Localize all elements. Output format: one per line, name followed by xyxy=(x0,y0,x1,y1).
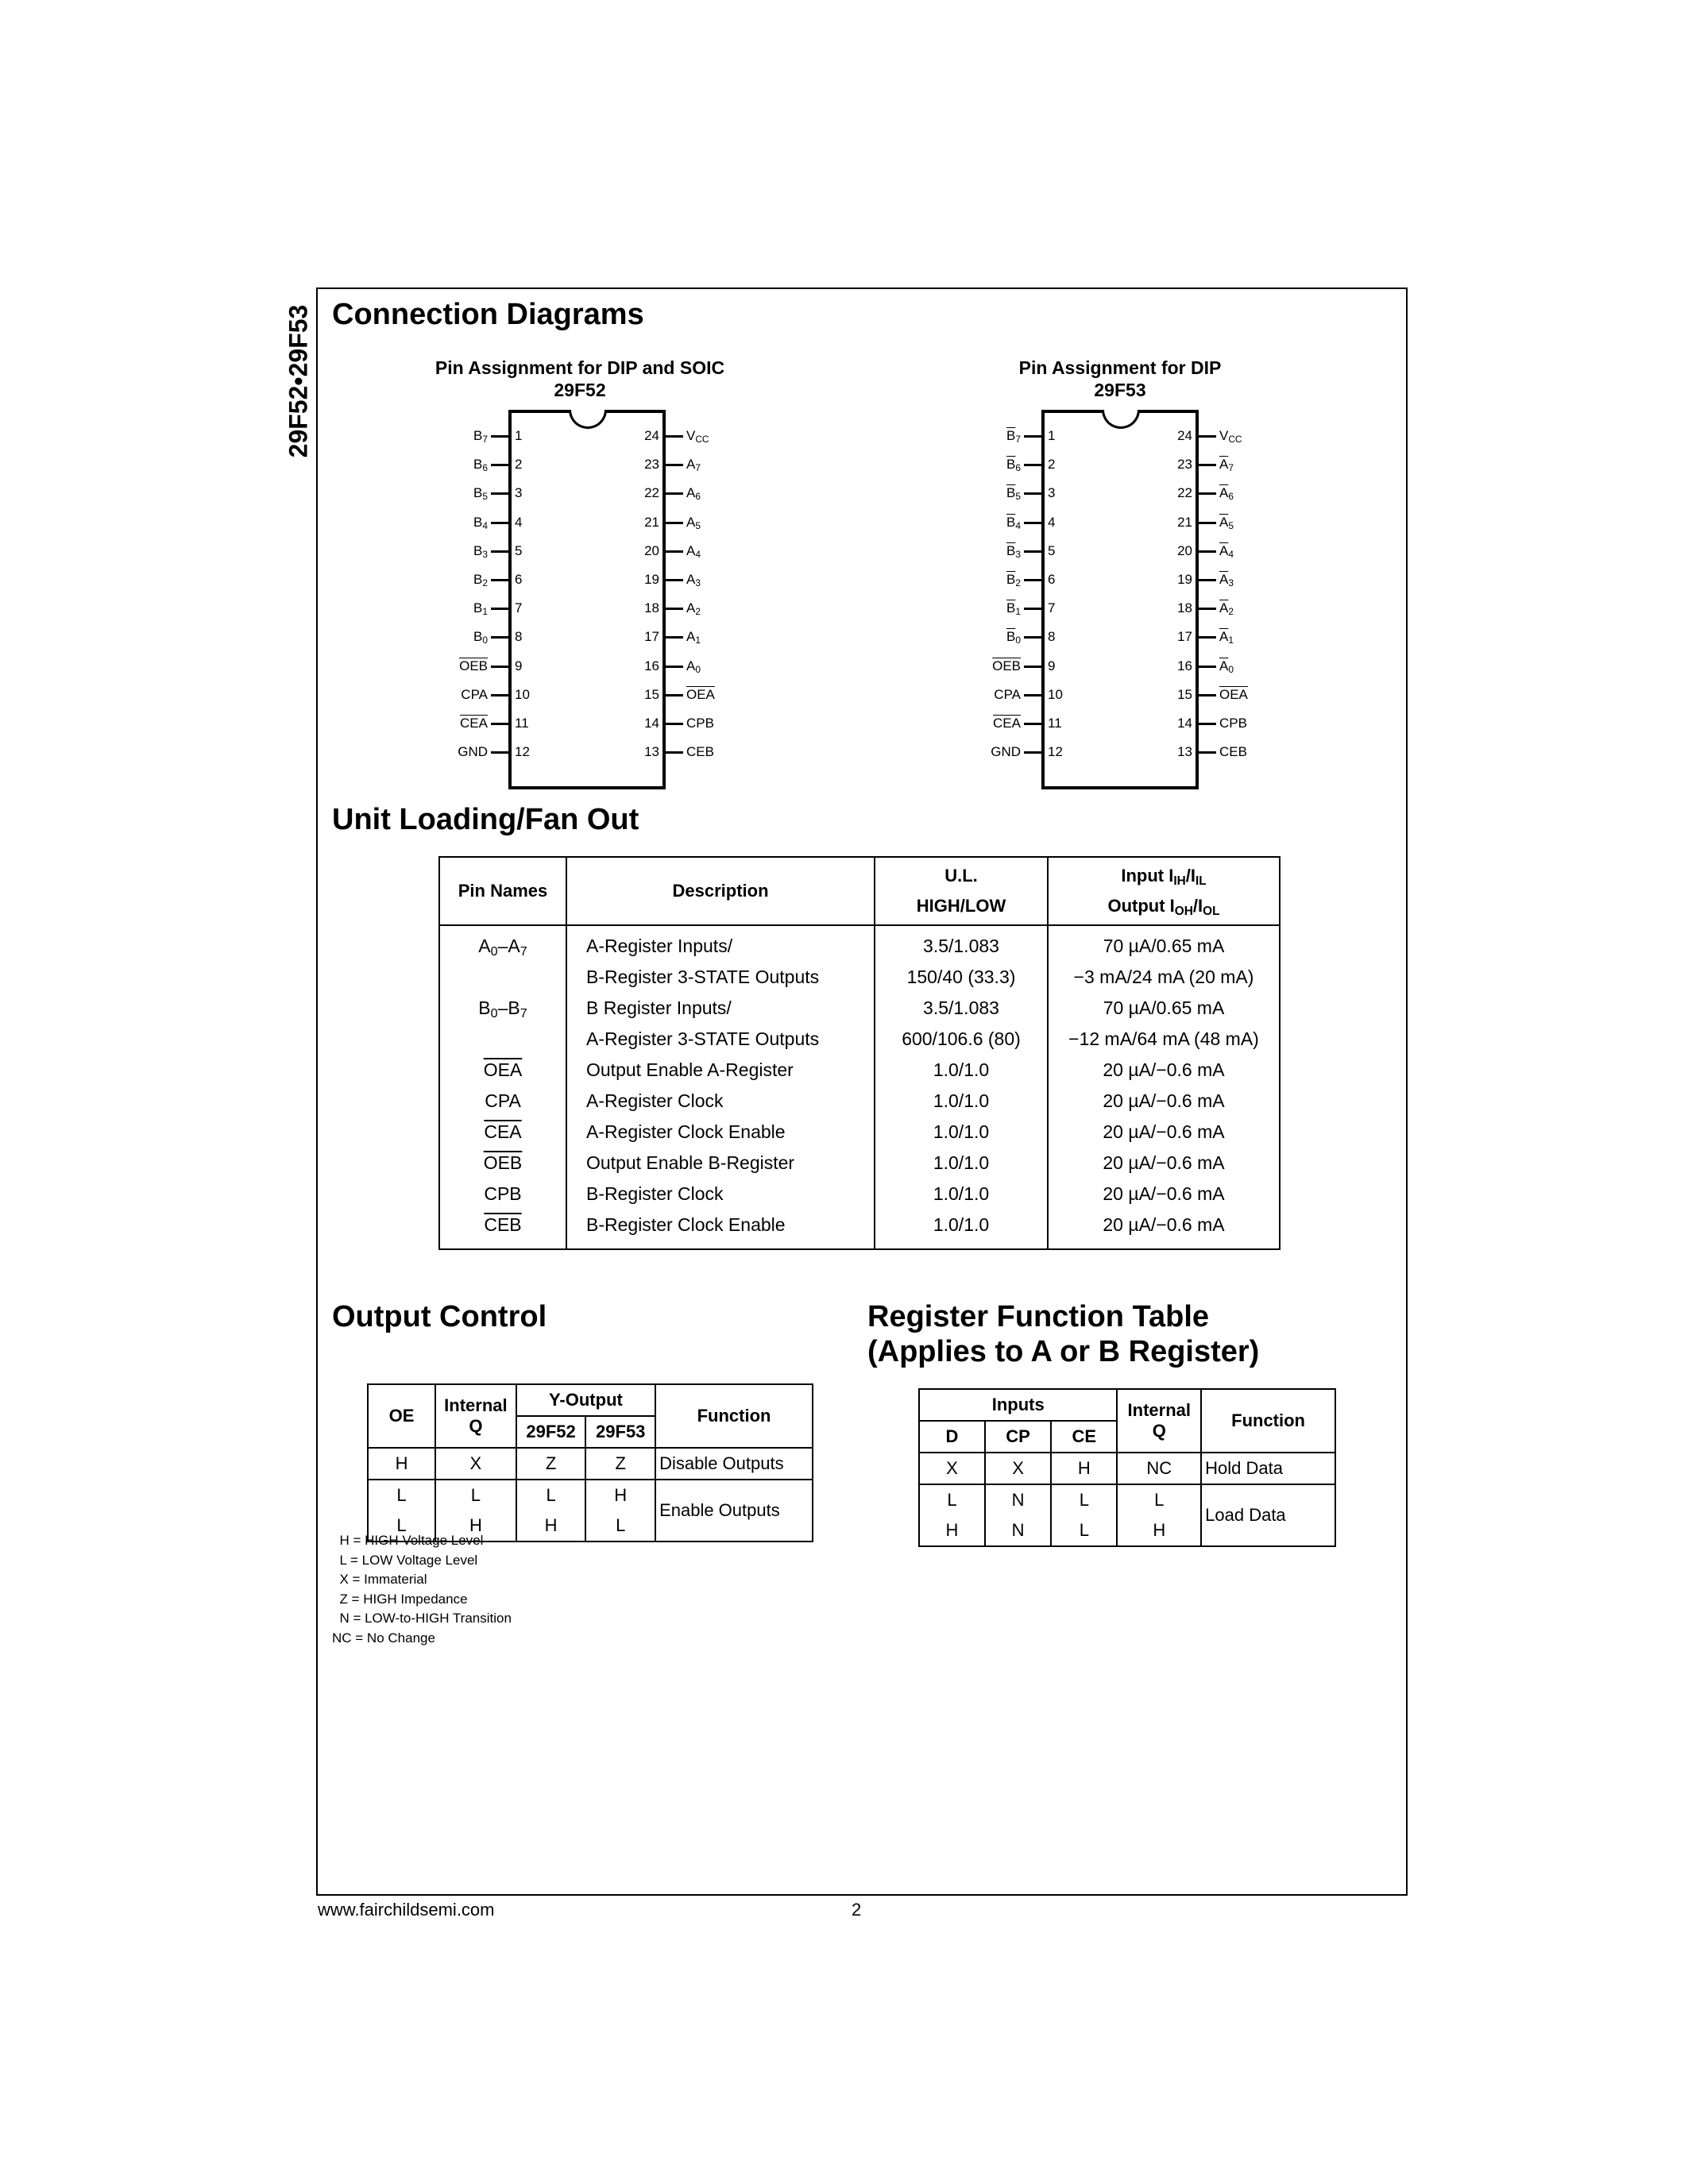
table-row xyxy=(439,1024,1280,1055)
pin-label: $\overline{B}_7$ xyxy=(1006,428,1021,445)
pin-number: 14 xyxy=(644,716,659,731)
pin-label: $B_4$ xyxy=(473,514,488,531)
pin-lead xyxy=(491,694,508,696)
pin-number: 17 xyxy=(1177,629,1192,645)
pin-number: 23 xyxy=(644,457,659,473)
pin-number: 14 xyxy=(1177,716,1192,731)
pin-lead xyxy=(1024,435,1041,438)
cell-y53: H xyxy=(585,1480,655,1511)
cell-function: Enable Outputs xyxy=(655,1480,813,1542)
cell-ul: 1.0/1.0 xyxy=(875,1055,1048,1086)
pin-number: 21 xyxy=(644,514,659,530)
pin-label: $B_6$ xyxy=(473,457,488,474)
pin-number: 15 xyxy=(1177,686,1192,702)
pin-label: $\overline{A}_3$ xyxy=(1219,572,1234,588)
cell-cp: N xyxy=(985,1484,1051,1515)
cell-description: A-Register Clock xyxy=(566,1086,875,1117)
col-29f52: 29F52 xyxy=(516,1416,586,1448)
pin-lead xyxy=(1024,751,1041,754)
pin-lead xyxy=(1024,723,1041,725)
pin-label: GND xyxy=(458,744,488,760)
cell-input-output: −12 mA/64 mA (48 mA) xyxy=(1068,1028,1259,1049)
pin-label: $A_2$ xyxy=(686,600,701,618)
pin-number: 5 xyxy=(1048,542,1056,558)
pin-lead xyxy=(1199,608,1216,610)
side-part-title: 29F52•29F53 xyxy=(284,304,313,458)
cell-pin-name xyxy=(439,962,566,993)
cell-pin-name: $A_0-A_7$ xyxy=(439,925,566,962)
table-row xyxy=(439,1179,1280,1210)
pin-label: $\overline{B}_2$ xyxy=(1006,572,1021,588)
pin-number: 18 xyxy=(644,600,659,616)
pin-lead xyxy=(1199,636,1216,639)
diagram-29f53-caption: Pin Assignment for DIP 29F53 xyxy=(1018,357,1222,400)
legend-item: X = Immaterial xyxy=(332,1572,427,1587)
pin-label: $A_3$ xyxy=(686,572,701,588)
cell-ul: 1.0/1.0 xyxy=(875,1210,1048,1249)
pin-label: CPB xyxy=(1219,716,1247,731)
pin-label: CPA xyxy=(994,686,1021,702)
pin-number: 2 xyxy=(515,457,523,473)
cell-input-output: 70 µA/0.65 mA xyxy=(1103,997,1225,1018)
cell-input-output: 20 µA/−0.6 mA xyxy=(1103,1059,1225,1080)
pin-number: 13 xyxy=(1177,744,1192,760)
cell-oe: L xyxy=(368,1480,435,1511)
col-function: Function xyxy=(655,1384,813,1448)
pin-lead xyxy=(1024,550,1041,553)
pin-lead xyxy=(666,550,683,553)
pin-number: 18 xyxy=(1177,600,1192,616)
pin-label: $\overline{B}_6$ xyxy=(1006,457,1021,474)
pin-number: 16 xyxy=(1177,658,1192,673)
pin-number: 12 xyxy=(1048,744,1063,760)
cell-pin-name xyxy=(439,1024,566,1055)
col-y-output: Y-Output xyxy=(516,1384,655,1416)
pin-lead xyxy=(491,723,508,725)
cell-input-output: 20 µA/−0.6 mA xyxy=(1103,1183,1225,1204)
pin-label: $A_1$ xyxy=(686,629,701,646)
pin-label: $B_7$ xyxy=(473,428,488,445)
pin-lead xyxy=(1024,694,1041,696)
pin-lead xyxy=(1199,522,1216,524)
chip-notch xyxy=(1102,410,1140,429)
cell-cp: N xyxy=(985,1515,1051,1546)
pin-label: $A_4$ xyxy=(686,542,701,560)
heading-connection-diagrams: Connection Diagrams xyxy=(332,298,644,331)
cell-function: Hold Data xyxy=(1201,1453,1335,1484)
pin-lead xyxy=(1024,666,1041,668)
register-function-table xyxy=(918,1388,1336,1547)
cell-pin-name: CPB xyxy=(439,1179,566,1210)
output-control-table xyxy=(367,1383,813,1542)
cell-ce: H xyxy=(1051,1453,1117,1484)
pin-lead xyxy=(666,666,683,668)
pin-number: 1 xyxy=(515,428,523,443)
table-row xyxy=(368,1448,813,1480)
cell-pin-name: CPA xyxy=(439,1086,566,1117)
pin-lead xyxy=(1199,464,1216,466)
table-row xyxy=(439,993,1280,1024)
pin-lead xyxy=(1199,435,1216,438)
heading-register-function: Register Function Table (Applies to A or B Register) xyxy=(867,1300,1260,1368)
pin-lead xyxy=(491,636,508,639)
col-internal-q: Internal Q xyxy=(435,1384,516,1448)
pin-lead xyxy=(666,723,683,725)
pin-number: 3 xyxy=(1048,485,1056,501)
pin-number: 9 xyxy=(1048,658,1056,673)
pin-number: 1 xyxy=(1048,428,1056,443)
pin-label: $\overline{A}_0$ xyxy=(1219,658,1234,675)
cell-description: B-Register 3-STATE Outputs xyxy=(566,962,875,993)
pin-number: 6 xyxy=(515,572,523,587)
pin-number: 22 xyxy=(644,485,659,501)
pin-lead xyxy=(1024,522,1041,524)
pin-label: CEB xyxy=(686,744,714,760)
pin-label: $\overline{OEB}$ xyxy=(459,658,488,673)
cell-ul: 3.5/1.083 xyxy=(875,925,1048,962)
heading-unit-loading: Unit Loading/Fan Out xyxy=(332,803,639,836)
cell-d: H xyxy=(919,1515,985,1546)
table-row xyxy=(439,1055,1280,1086)
pin-number: 5 xyxy=(515,542,523,558)
col-pin-names: Pin Names xyxy=(439,857,566,925)
pin-label: CPA xyxy=(461,686,488,702)
pin-lead xyxy=(666,579,683,581)
pin-label: $\overline{A}_1$ xyxy=(1219,629,1234,646)
cell-oe: L xyxy=(368,1511,435,1542)
pin-label: $\overline{B}_0$ xyxy=(1006,629,1021,646)
cell-q: H xyxy=(435,1511,516,1542)
pin-lead xyxy=(491,435,508,438)
pin-lead xyxy=(666,608,683,610)
col-ul: U.L. HIGH/LOW xyxy=(875,857,1048,925)
pin-lead xyxy=(666,522,683,524)
pin-lead xyxy=(1024,579,1041,581)
pin-lead xyxy=(491,666,508,668)
cell-q: NC xyxy=(1117,1453,1201,1484)
pin-lead xyxy=(491,608,508,610)
cell-description: A-Register 3-STATE Outputs xyxy=(566,1024,875,1055)
pin-label: $\overline{B}_5$ xyxy=(1006,485,1021,503)
col-internal-q: Internal Q xyxy=(1117,1389,1201,1453)
pin-lead xyxy=(1024,492,1041,495)
cell-input-output: 20 µA/−0.6 mA xyxy=(1103,1152,1225,1173)
pin-number: 10 xyxy=(515,686,530,702)
pin-number: 23 xyxy=(1177,457,1192,473)
cell-description: B-Register Clock xyxy=(566,1179,875,1210)
pin-lead xyxy=(1024,608,1041,610)
cell-pin-name: $B_0-B_7$ xyxy=(439,993,566,1024)
table-row xyxy=(439,962,1280,993)
pin-label: $B_0$ xyxy=(473,629,488,646)
pin-label: $B_1$ xyxy=(473,600,488,618)
cell-y52: H xyxy=(516,1511,586,1542)
pin-lead xyxy=(491,550,508,553)
pin-label: $\overline{CEA}$ xyxy=(993,716,1021,731)
pin-number: 24 xyxy=(1177,428,1192,443)
pin-label: $\overline{OEA}$ xyxy=(686,686,715,702)
col-29f53: 29F53 xyxy=(585,1416,655,1448)
pin-lead xyxy=(1199,550,1216,553)
cell-ul: 1.0/1.0 xyxy=(875,1179,1048,1210)
cell-ul: 1.0/1.0 xyxy=(875,1086,1048,1117)
pin-lead xyxy=(491,522,508,524)
cell-y52: Z xyxy=(516,1448,586,1480)
pin-label: $\overline{B}_4$ xyxy=(1006,514,1021,531)
pin-number: 10 xyxy=(1048,686,1063,702)
pin-number: 12 xyxy=(515,744,530,760)
cell-pin-name: $\overline{CEB}$ xyxy=(439,1210,566,1249)
pin-number: 16 xyxy=(644,658,659,673)
page-number: 2 xyxy=(852,1900,862,1920)
pin-label: $\overline{A}_2$ xyxy=(1219,600,1234,618)
pin-label: $\overline{A}_7$ xyxy=(1219,457,1234,474)
col-cp: CP xyxy=(985,1421,1051,1453)
cell-input-output: 20 µA/−0.6 mA xyxy=(1103,1090,1225,1111)
cell-description: B Register Inputs/ xyxy=(566,993,875,1024)
pin-number: 7 xyxy=(1048,600,1056,616)
pin-label: $V_{CC}$ xyxy=(686,428,709,445)
col-d: D xyxy=(919,1421,985,1453)
pin-lead xyxy=(491,492,508,495)
pin-number: 20 xyxy=(644,542,659,558)
pin-label: $A_0$ xyxy=(686,658,701,675)
cell-description: Output Enable A-Register xyxy=(566,1055,875,1086)
pin-number: 7 xyxy=(515,600,523,616)
pin-lead xyxy=(491,751,508,754)
cell-q: L xyxy=(435,1480,516,1511)
pin-label: $\overline{A}_4$ xyxy=(1219,542,1234,560)
pin-number: 9 xyxy=(515,658,523,673)
cell-y52: L xyxy=(516,1480,586,1511)
col-ce: CE xyxy=(1051,1421,1117,1453)
table-row xyxy=(439,1117,1280,1148)
cell-description: A-Register Clock Enable xyxy=(566,1117,875,1148)
cell-ce: L xyxy=(1051,1484,1117,1515)
cell-cp: X xyxy=(985,1453,1051,1484)
pin-lead xyxy=(1199,751,1216,754)
cell-q: H xyxy=(1117,1515,1201,1546)
col-function: Function xyxy=(1201,1389,1335,1453)
pin-number: 19 xyxy=(1177,572,1192,587)
cell-d: X xyxy=(919,1453,985,1484)
table-row xyxy=(439,925,1280,962)
pin-number: 15 xyxy=(644,686,659,702)
pin-label: $A_5$ xyxy=(686,514,701,531)
table-row xyxy=(439,1086,1280,1117)
pin-number: 2 xyxy=(1048,457,1056,473)
cell-ul: 3.5/1.083 xyxy=(875,993,1048,1024)
cell-ul: 1.0/1.0 xyxy=(875,1148,1048,1179)
pin-label: $\overline{A}_5$ xyxy=(1219,514,1234,531)
pin-label: $B_5$ xyxy=(473,485,488,503)
pin-label: $\overline{B}_1$ xyxy=(1006,600,1021,618)
pin-label: CPB xyxy=(686,716,714,731)
cell-input-output: 70 µA/0.65 mA xyxy=(1103,936,1225,956)
col-inputs: Inputs xyxy=(919,1389,1117,1421)
pin-label: GND xyxy=(991,744,1021,760)
cell-oe: H xyxy=(368,1448,435,1480)
pin-number: 11 xyxy=(1048,716,1062,731)
pin-number: 4 xyxy=(515,514,523,530)
pin-lead xyxy=(1199,492,1216,495)
pin-lead xyxy=(666,636,683,639)
pin-label: $A_7$ xyxy=(686,457,701,474)
pin-label: $\overline{OEA}$ xyxy=(1219,686,1248,702)
table-row xyxy=(368,1480,813,1511)
pin-number: 6 xyxy=(1048,572,1056,587)
cell-ul: 150/40 (33.3) xyxy=(875,962,1048,993)
pin-label: $\overline{OEB}$ xyxy=(992,658,1021,673)
pin-number: 3 xyxy=(515,485,523,501)
cell-q: L xyxy=(1117,1484,1201,1515)
cell-y53: Z xyxy=(585,1448,655,1480)
legend-item: L = LOW Voltage Level xyxy=(332,1552,478,1568)
cell-input-output: −3 mA/24 mA (20 mA) xyxy=(1073,967,1254,987)
cell-ul: 600/106.6 (80) xyxy=(875,1024,1048,1055)
pin-label: $B_2$ xyxy=(473,572,488,588)
cell-description: B-Register Clock Enable xyxy=(566,1210,875,1249)
pin-number: 8 xyxy=(515,629,523,645)
table-row xyxy=(919,1453,1335,1484)
cell-y53: L xyxy=(585,1511,655,1542)
cell-input-output: 20 µA/−0.6 mA xyxy=(1103,1121,1225,1142)
pin-number: 4 xyxy=(1048,514,1056,530)
pin-label: $\overline{B}_3$ xyxy=(1006,542,1021,560)
pin-lead xyxy=(1199,666,1216,668)
pin-lead xyxy=(1024,464,1041,466)
pin-lead xyxy=(1199,579,1216,581)
pin-lead xyxy=(491,464,508,466)
cell-q: X xyxy=(435,1448,516,1480)
cell-function: Disable Outputs xyxy=(655,1448,813,1480)
pin-number: 13 xyxy=(644,744,659,760)
legend-item: NC = No Change xyxy=(332,1630,435,1646)
legend-item: Z = HIGH Impedance xyxy=(332,1591,468,1607)
pin-lead xyxy=(666,464,683,466)
cell-pin-name: $\overline{OEA}$ xyxy=(439,1055,566,1086)
pin-lead xyxy=(666,694,683,696)
pin-lead xyxy=(1024,636,1041,639)
pin-number: 22 xyxy=(1177,485,1192,501)
heading-output-control: Output Control xyxy=(332,1300,547,1333)
legend-item: N = LOW-to-HIGH Transition xyxy=(332,1611,512,1626)
pin-lead xyxy=(666,751,683,754)
pin-label: $\overline{CEA}$ xyxy=(460,716,488,731)
cell-function: Load Data xyxy=(1201,1484,1335,1546)
table-row xyxy=(439,1210,1280,1249)
col-oe: OE xyxy=(368,1384,435,1448)
pin-label: $\overline{A}_6$ xyxy=(1219,485,1234,503)
cell-ce: L xyxy=(1051,1515,1117,1546)
cell-description: Output Enable B-Register xyxy=(566,1148,875,1179)
pin-number: 19 xyxy=(644,572,659,587)
pin-lead xyxy=(666,435,683,438)
footer-url[interactable]: www.fairchildsemi.com xyxy=(318,1900,495,1920)
table-row xyxy=(919,1484,1335,1515)
table-row xyxy=(439,1148,1280,1179)
pin-label: $A_6$ xyxy=(686,485,701,503)
unit-loading-table xyxy=(438,856,1280,1250)
cell-pin-name: $\overline{CEA}$ xyxy=(439,1117,566,1148)
cell-d: L xyxy=(919,1484,985,1515)
pin-number: 24 xyxy=(644,428,659,443)
pin-number: 11 xyxy=(515,716,529,731)
legend xyxy=(332,1531,512,1648)
pin-number: 17 xyxy=(644,629,659,645)
pin-number: 20 xyxy=(1177,542,1192,558)
cell-input-output: 20 µA/−0.6 mA xyxy=(1103,1214,1225,1235)
pin-label: $B_3$ xyxy=(473,542,488,560)
pin-number: 21 xyxy=(1177,514,1192,530)
chip-notch xyxy=(569,410,607,429)
pin-label: $V_{CC}$ xyxy=(1219,428,1242,445)
col-input-output: Input $I_{IH}/I_{IL}$ Output $I_{OH}/I_{OL}$ xyxy=(1048,857,1280,925)
pin-lead xyxy=(1199,694,1216,696)
col-description: Description xyxy=(566,857,875,925)
cell-pin-name: $\overline{OEB}$ xyxy=(439,1148,566,1179)
pin-lead xyxy=(666,492,683,495)
cell-ul: 1.0/1.0 xyxy=(875,1117,1048,1148)
pin-lead xyxy=(1199,723,1216,725)
pin-label: CEB xyxy=(1219,744,1247,760)
diagram-29f52-caption: Pin Assignment for DIP and SOIC 29F52 xyxy=(435,357,725,400)
legend-item: H = HIGH Voltage Level xyxy=(332,1533,484,1548)
cell-description: A-Register Inputs/ xyxy=(566,925,875,962)
pin-number: 8 xyxy=(1048,629,1056,645)
pin-lead xyxy=(491,579,508,581)
